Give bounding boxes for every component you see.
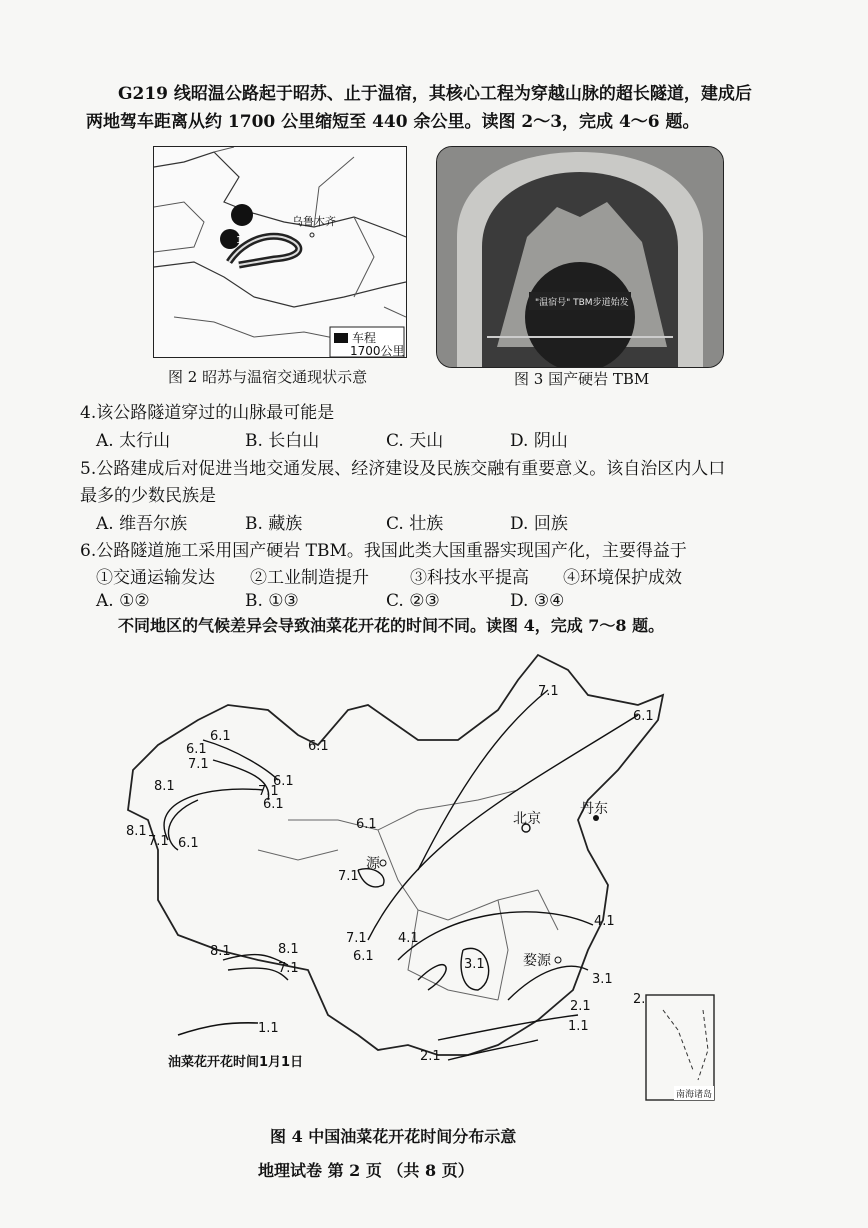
isoline-label: 3.1 <box>592 972 613 987</box>
city-marker-xining <box>380 860 386 866</box>
isoline-label: 8.1 <box>210 944 231 959</box>
city-label-beijing: 北京 <box>513 811 541 827</box>
isoline-label: 6.1 <box>178 836 199 851</box>
tbm-banner: "温宿号" TBM步道始发 <box>535 298 629 308</box>
svg-text:1: 1 <box>236 235 243 246</box>
isoline-label: 8.1 <box>278 942 299 957</box>
q4-option-a[interactable]: A. 太行山 <box>96 431 171 451</box>
q4-option-d[interactable]: D. 阴山 <box>510 431 568 451</box>
city-label-xining: 源 <box>366 856 380 872</box>
q6-option-a[interactable]: A. ①② <box>96 591 150 611</box>
inset-south-china-sea <box>646 995 714 1100</box>
isoline-label: 2. <box>633 992 646 1007</box>
isoline-label: 2.1 <box>420 1049 441 1064</box>
legend-text: 油菜花开花时间1月1日 <box>168 1055 304 1070</box>
isoline-label: 6.1 <box>186 742 207 757</box>
q6-item-2: ②工业制造提升 <box>250 568 369 588</box>
isoline-label: 6.1 <box>210 729 231 744</box>
xinjiang-map <box>154 147 406 357</box>
isoline-label: 4.1 <box>594 914 615 929</box>
page-footer: 地理试卷 第 2 页 （共 8 页） <box>258 1161 474 1180</box>
q4-option-b[interactable]: B. 长白山 <box>245 431 320 451</box>
city-label-dandong: 丹东 <box>580 801 608 817</box>
isoline-label: 6.1 <box>263 797 284 812</box>
question-6-stem: 6.公路隧道施工采用国产硬岩 TBM。我国此类大国重器实现国产化，主要得益于 <box>80 541 687 561</box>
isoline-label: 7.1 <box>148 834 169 849</box>
intro-line-2: 两地驾车距离从约 1700 公里缩短至 440 余公里。读图 2～3，完成 4～6 题。 <box>86 112 700 132</box>
figure-2-map <box>153 146 407 358</box>
q6-item-4: ④环境保护成效 <box>563 568 682 588</box>
legend-arrow-icon <box>334 333 348 343</box>
figure-4-caption: 图 4 中国油菜花开花时间分布示意 <box>270 1127 517 1146</box>
q6-option-b[interactable]: B. ①③ <box>245 591 299 611</box>
isoline-label: 7.1 <box>346 931 367 946</box>
isoline-label: 7.1 <box>258 784 279 799</box>
question-5-stem-line2: 最多的少数民族是 <box>80 486 216 506</box>
isoline-label: 4.1 <box>398 931 419 946</box>
q5-option-b[interactable]: B. 藏族 <box>245 514 303 534</box>
isoline-label: 6.1 <box>356 817 377 832</box>
intro-2: 不同地区的气候差异会导致油菜花开花的时间不同。读图 4，完成 7～8 题。 <box>118 616 665 635</box>
intro-line-1: G219 线昭温公路起于昭苏、止于温宿，其核心工程为穿越山脉的超长隧道，建成后 <box>118 84 752 104</box>
isoline-label: 6.1 <box>308 739 329 754</box>
isoline-label: 8.1 <box>154 779 175 794</box>
isoline-label: 8.1 <box>126 824 147 839</box>
figure-3-caption: 图 3 国产硬岩 TBM <box>514 370 650 388</box>
isoline-label: 6.1 <box>273 774 294 789</box>
q6-option-d[interactable]: D. ③④ <box>510 591 565 611</box>
legend-isoline-label: 1.1 <box>258 1021 279 1036</box>
city-marker-wuyuan <box>555 957 561 963</box>
q5-option-d[interactable]: D. 回族 <box>510 514 568 534</box>
isoline-label: 6.1 <box>353 949 374 964</box>
isoline-label: 2.1 <box>570 999 591 1014</box>
city-label-urumqi: 乌鲁木齐 <box>292 215 336 228</box>
q4-option-c[interactable]: C. 天山 <box>386 431 444 451</box>
isoline-label: 7.1 <box>188 757 209 772</box>
q6-item-1: ①交通运输发达 <box>96 568 215 588</box>
legend-isoline <box>178 1023 258 1035</box>
figure-2-caption: 图 2 昭苏与温宿交通现状示意 <box>168 368 368 386</box>
figure-3-photo <box>436 146 724 368</box>
isoline-label: 1.1 <box>568 1019 589 1034</box>
isoline-label: 7.1 <box>278 961 299 976</box>
city-label-wuyuan: 婺源 <box>523 953 551 969</box>
isoline-label: 7.1 <box>338 869 359 884</box>
isoline-label: 3.1 <box>464 957 485 972</box>
question-5-stem-line1: 5.公路建成后对促进当地交通发展、经济建设及民族交融有重要意义。该自治区内人口 <box>80 459 726 479</box>
tbm-cutterhead <box>525 262 635 367</box>
isoline-northeast <box>418 690 548 870</box>
q5-option-c[interactable]: C. 壮族 <box>386 514 444 534</box>
q6-option-c[interactable]: C. ②③ <box>386 591 440 611</box>
isoline-label: 7.1 <box>538 684 559 699</box>
q6-item-3: ③科技水平提高 <box>410 568 529 588</box>
question-4-stem: 4.该公路隧道穿过的山脉最可能是 <box>80 403 335 423</box>
inset-label: 南海诸岛 <box>676 1090 713 1100</box>
china-map <box>118 650 728 1110</box>
q5-option-a[interactable]: A. 维吾尔族 <box>96 514 188 534</box>
china-outline <box>128 655 663 1055</box>
legend-label: 车程 <box>352 331 377 345</box>
legend-value: 1700公里 <box>350 344 405 357</box>
figure-4-map <box>118 650 728 1110</box>
location-pin-wensu <box>231 204 253 226</box>
isoline-label: 6.1 <box>633 709 654 724</box>
